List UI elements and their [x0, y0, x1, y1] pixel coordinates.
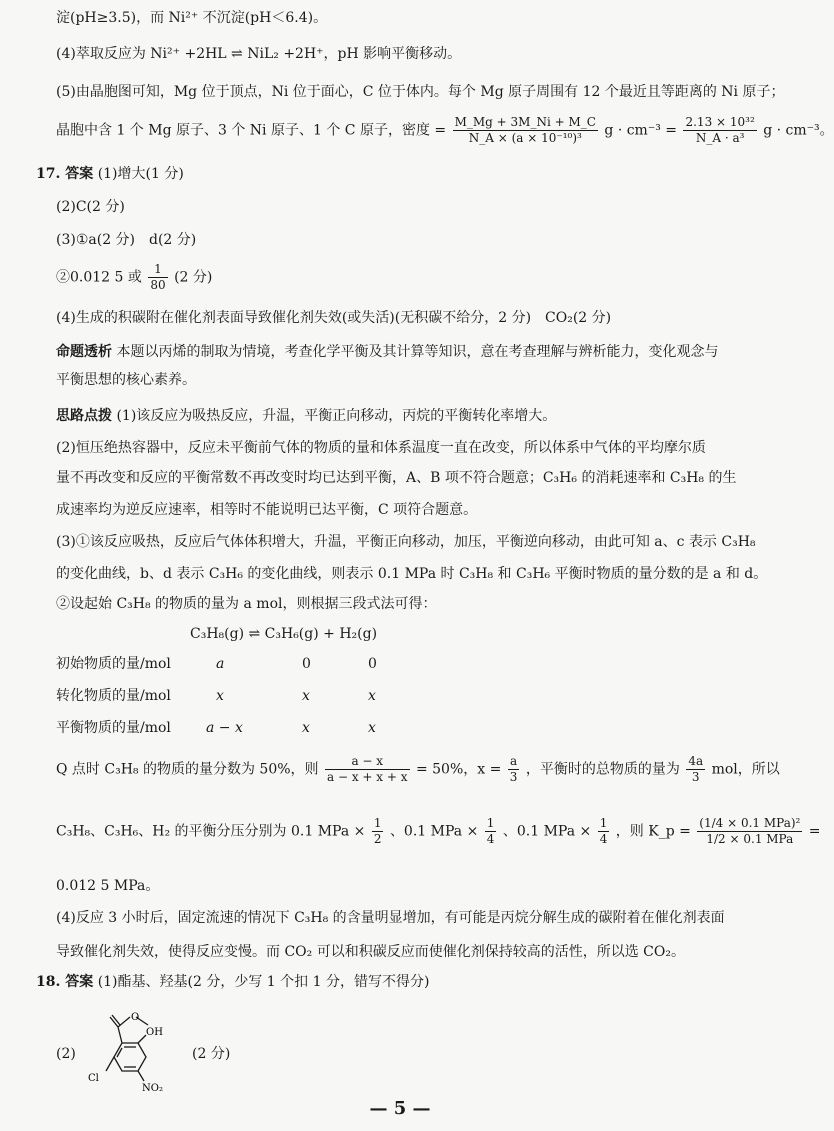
denominator: 80 [150, 278, 166, 292]
fraction [453, 115, 598, 146]
text-line: 平衡思想的核心素养。 [56, 372, 196, 388]
row-label: 初始物质的量/mol [56, 656, 171, 672]
row-label: 平衡物质的量/mol [56, 720, 171, 736]
text-segment: (2 分) [174, 269, 213, 286]
text-line: (2) [56, 1046, 76, 1062]
text-line: (2)恒压绝热容器中，反应未平衡前气体的物质的量和体系温度一直在改变，所以体系中气体的平均摩尔质 [56, 440, 706, 456]
cell: x [302, 720, 310, 736]
denominator: 3 [686, 769, 705, 785]
text-line: (3)①a(2 分) d(2 分) [56, 232, 197, 248]
text-line: ②设起始 C₃H₈ 的物质的量为 a mol，则根据三段式法可得： [56, 596, 437, 612]
numerator: a [510, 754, 518, 768]
numerator: a − x [351, 754, 384, 768]
text-line: (5)由晶胞图可知，Mg 位于顶点，Ni 位于面心，C 位于体内。每个 Mg 原子周围有 12 个最近且等距离的 Ni 原子； [56, 84, 785, 100]
question-heading: 18. 答案 [36, 974, 94, 990]
text-segment: = 50%，x = [415, 761, 502, 778]
benzene-ring [114, 1043, 146, 1071]
denominator: 4 [486, 832, 495, 846]
text-line: 的变化曲线，b、d 表示 C₃H₆ 的变化曲线，则表示 0.1 MPa 时 C₃H₈ 和 C₃H₆ 平衡时物质的量分数的是 a 和 d。 [56, 566, 768, 582]
fraction [686, 754, 705, 785]
text-segment: C₃H₈、C₃H₆、H₂ 的平衡分压分别为 0.1 MPa × [56, 823, 366, 840]
idea-text: (1)该反应为吸热反应，升温，平衡正向移动，丙烷的平衡转化率增大。 [116, 408, 557, 424]
cell: x [368, 688, 376, 704]
denominator: N_A × (a × 10⁻¹⁰)³ [453, 130, 598, 146]
label-o: O [131, 1012, 140, 1023]
fraction [325, 754, 410, 785]
section-label: 命题透析 [56, 344, 112, 360]
bond-no2 [138, 1071, 144, 1081]
cell: x [302, 688, 310, 704]
bond-oh [138, 1035, 146, 1043]
fraction [148, 262, 167, 293]
text-segment: 、0.1 MPa × [502, 823, 592, 840]
cell: 0 [302, 656, 311, 672]
numerator: M_Mg + 3M_Ni + M_C [454, 115, 596, 129]
reaction-equation: C₃H₈(g) ⇌ C₃H₆(g) + H₂(g) [190, 626, 378, 642]
numerator: 1 [599, 816, 608, 830]
analysis-text: 本题以丙烯的制取为情境，考查化学平衡及其计算等知识，意在考查理解与辨析能力，变化观念与 [116, 344, 719, 360]
row-label: 转化物质的量/mol [56, 688, 171, 704]
cell: x [216, 688, 224, 704]
text-segment: g · cm⁻³ = [604, 122, 678, 139]
denominator: 2 [373, 832, 382, 846]
fraction [485, 816, 497, 847]
numerator: 2.13 × 10³² [685, 115, 755, 129]
text-line: 导致催化剂失效，使得反应变慢。而 CO₂ 可以和积碳反应而使催化剂保持较高的活性，所以选 CO₂。 [56, 944, 685, 960]
fraction [683, 115, 756, 146]
text-line: (4)萃取反应为 Ni²⁺ +2HL ⇌ NiL₂ +2H⁺，pH 影响平衡移动。 [56, 46, 462, 62]
text-line: 0.012 5 MPa。 [56, 878, 160, 894]
text-segment: 晶胞中含 1 个 Mg 原子、3 个 Ni 原子、1 个 C 原子，密度 = [56, 122, 447, 139]
page-number: — 5 — [369, 1098, 431, 1119]
text-line: (2)C(2 分) [56, 199, 125, 215]
answer-fraction-line [56, 262, 212, 293]
fraction [372, 816, 384, 847]
cell: a − x [206, 720, 243, 736]
text-segment: ，则 K_p = [615, 823, 691, 840]
label-no2: NO₂ [142, 1083, 163, 1094]
text-segment: ，平衡时的总物质的量为 [525, 761, 680, 778]
chemical-structure [80, 1003, 190, 1093]
text-segment: ②0.012 5 或 [56, 269, 142, 286]
text-line: 成速率均为逆反应速率，相等时不能说明已达平衡，C 项符合题意。 [56, 502, 478, 518]
text-segment: mol，所以 [711, 761, 780, 778]
partial-pressure-line [56, 816, 821, 847]
numerator: 1 [486, 816, 495, 830]
numerator: 1 [154, 262, 162, 276]
density-line [56, 115, 834, 146]
text-segment: 、0.1 MPa × [389, 823, 479, 840]
denominator: N_A · a³ [683, 130, 756, 146]
q18-answer-line [36, 972, 429, 992]
text-line: 淀(pH≥3.5)，而 Ni²⁺ 不沉淀(pH＜6.4)。 [56, 10, 328, 26]
numerator: 4a [688, 754, 704, 768]
text-line: (4)反应 3 小时后，固定流速的情况下 C₃H₈ 的含量明显增加，有可能是丙烷分解生成的碳附着在催化剂表面 [56, 910, 725, 926]
answer-text: (1)酯基、羟基(2 分，少写 1 个扣 1 分，错写不得分) [97, 974, 430, 990]
kp-fraction [697, 816, 802, 847]
text-line: (3)①该反应吸热，反应后气体体积增大，升温，平衡正向移动，加压，平衡逆向移动，由此可知 a、c 表示 C₃H₈ [56, 534, 756, 550]
denominator: 4 [599, 832, 608, 846]
text-line: (4)生成的积碳附在催化剂表面导致催化剂失效(或失活)(无积碳不给分，2 分) CO₂(2 分) [56, 310, 612, 326]
denominator: a − x + x + x [327, 770, 408, 784]
denominator: 3 [509, 770, 518, 784]
numerator: 1 [373, 816, 382, 830]
section-label: 思路点拨 [56, 408, 112, 424]
text-segment: Q 点时 C₃H₈ 的物质的量分数为 50%，则 [56, 761, 319, 778]
fraction [598, 816, 610, 847]
text-line: (2 分) [192, 1046, 231, 1062]
bond-cl [106, 1057, 114, 1071]
idea-line [56, 406, 556, 426]
answer-text: (1)增大(1 分) [97, 166, 184, 182]
q-point-line [56, 754, 780, 785]
denominator: 1/2 × 0.1 MPa [697, 831, 802, 847]
analysis-line [56, 342, 718, 362]
fraction [508, 754, 520, 785]
label-cl: Cl [88, 1073, 99, 1084]
cell: x [368, 720, 376, 736]
question-heading: 17. 答案 [36, 166, 94, 182]
text-segment: g · cm⁻³。 [763, 122, 834, 139]
label-oh: OH [146, 1027, 163, 1038]
cell: 0 [368, 656, 377, 672]
numerator: (1/4 × 0.1 MPa)² [699, 816, 801, 830]
text-line: 量不再改变和反应的平衡常数不再改变时均已达到平衡，A、B 项不符合题意；C₃H₆ 的消耗速率和 C₃H₈ 的生 [56, 470, 737, 486]
q17-answer-line [36, 164, 184, 184]
cell: a [216, 656, 225, 672]
text-segment: = [808, 823, 821, 840]
